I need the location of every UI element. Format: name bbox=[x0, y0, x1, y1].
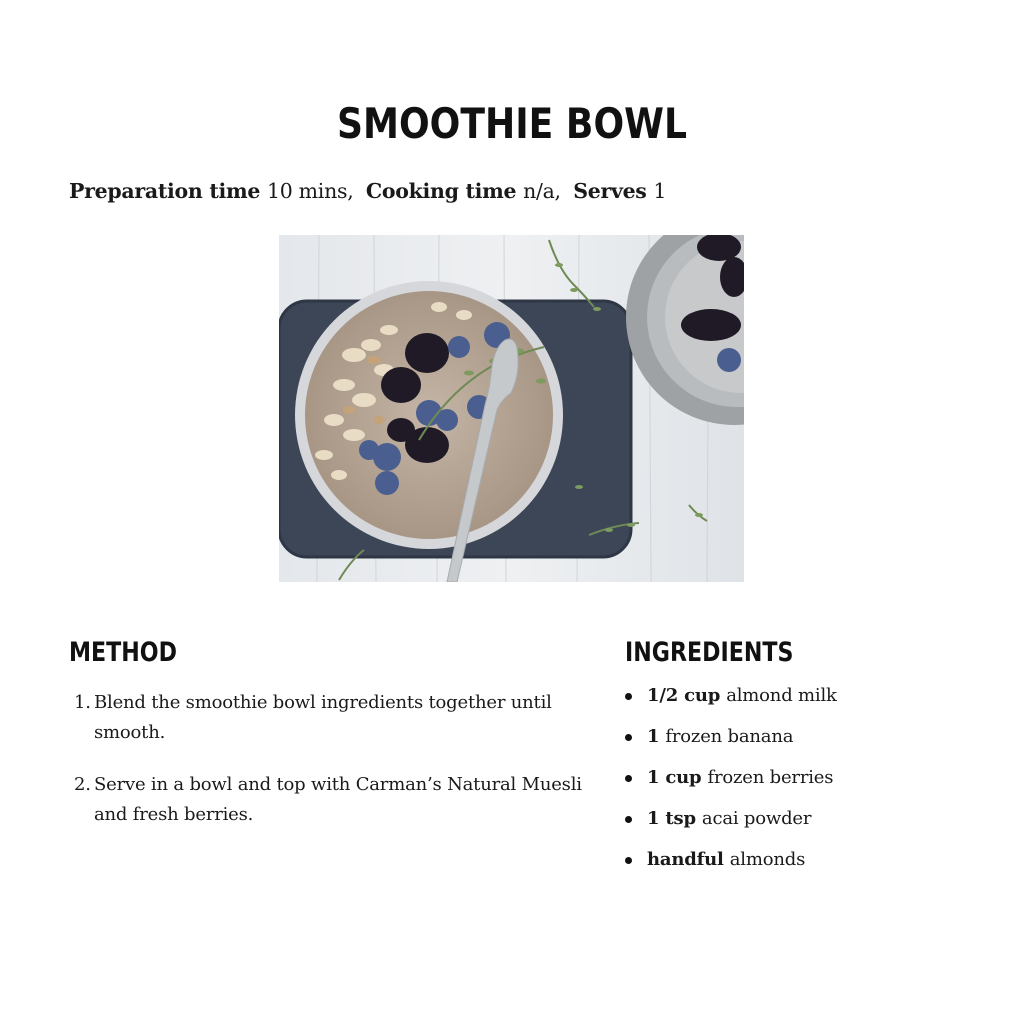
step-number: 1. bbox=[74, 692, 91, 713]
cook-time-value: n/a, bbox=[523, 179, 561, 203]
step-text: Blend the smoothie bowl ingredients together until smooth. bbox=[94, 692, 552, 743]
ingredient-item bbox=[625, 681, 985, 711]
method-heading: METHOD bbox=[69, 637, 177, 668]
cook-time-label: Cooking time bbox=[365, 179, 524, 203]
serves-value: 1 bbox=[653, 179, 667, 203]
ingredient-item bbox=[625, 804, 985, 834]
bullet-icon bbox=[625, 734, 632, 741]
ingredient-qty: handful bbox=[647, 849, 730, 870]
ingredient-item bbox=[625, 845, 985, 875]
step-number: 2. bbox=[74, 774, 91, 795]
bullet-icon bbox=[625, 693, 632, 700]
prep-time-label: Preparation time bbox=[69, 179, 267, 203]
ingredient-qty: 1 cup bbox=[647, 767, 708, 788]
ingredient-qty: 1 bbox=[647, 726, 666, 747]
ingredient-name: almonds bbox=[729, 849, 806, 870]
recipe-meta bbox=[69, 176, 666, 206]
ingredient-name: frozen berries bbox=[707, 767, 834, 788]
bullet-icon bbox=[625, 775, 632, 782]
ingredient-qty: 1/2 cup bbox=[647, 685, 727, 706]
ingredient-name: acai powder bbox=[701, 808, 812, 829]
bullet-icon bbox=[625, 857, 632, 864]
ingredients-list bbox=[625, 681, 985, 886]
method-step bbox=[69, 770, 589, 830]
serves-label: Serves bbox=[573, 179, 654, 203]
smoothie-bowl-photo bbox=[279, 235, 744, 582]
bullet-icon bbox=[625, 816, 632, 823]
ingredient-item bbox=[625, 763, 985, 793]
ingredient-item bbox=[625, 722, 985, 752]
ingredient-name: almond milk bbox=[726, 685, 837, 706]
recipe-title: SMOOTHIE BOWL bbox=[336, 99, 688, 148]
method-list bbox=[69, 688, 589, 852]
method-step bbox=[69, 688, 589, 748]
ingredient-qty: 1 tsp bbox=[647, 808, 702, 829]
prep-time-value: 10 mins, bbox=[266, 179, 354, 203]
ingredients-heading: INGREDIENTS bbox=[625, 637, 794, 668]
ingredient-name: frozen banana bbox=[665, 726, 794, 747]
step-text: Serve in a bowl and top with Carman’s Natural Muesli and fresh berries. bbox=[94, 774, 582, 825]
